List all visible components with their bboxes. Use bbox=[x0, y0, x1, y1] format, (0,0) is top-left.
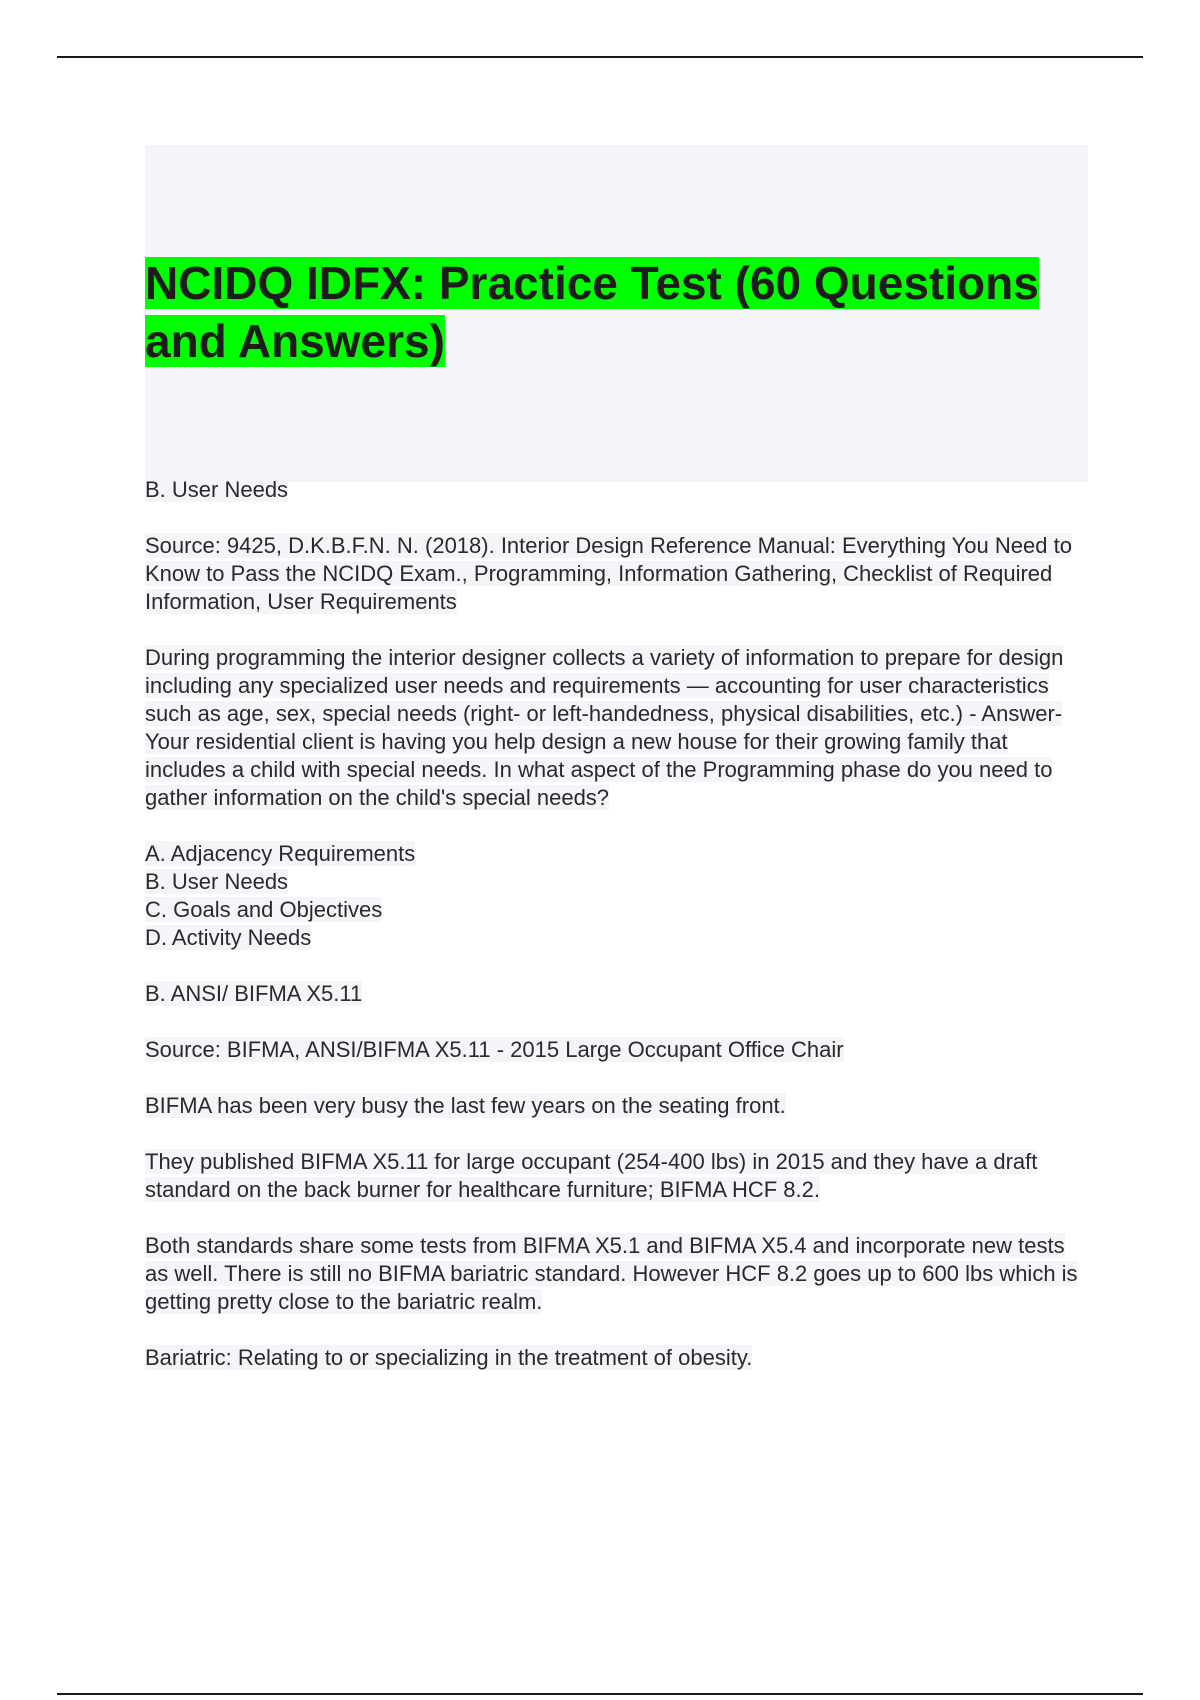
q1-source: Source: 9425, D.K.B.F.N. N. (2018). Interior Design Reference Manual: Everything You Need to Know to Pass the NCIDQ Exam., Programming, Information Gathering, Checklist of Required Information, User Requirements bbox=[145, 533, 1072, 614]
q1-options bbox=[145, 840, 1090, 952]
q2-answer: B. ANSI/ BIFMA X5.11 bbox=[145, 981, 363, 1006]
document-title bbox=[145, 254, 1090, 370]
document-body bbox=[145, 476, 1090, 1400]
bottom-divider bbox=[57, 1693, 1143, 1695]
q1-option-b: B. User Needs bbox=[145, 869, 289, 894]
q2-source: Source: BIFMA, ANSI/BIFMA X5.11 - 2015 Large Occupant Office Chair bbox=[145, 1037, 844, 1062]
q1-explanation: During programming the interior designer collects a variety of information to prepare for design including any specialized user needs and requirements — accounting for user characteristics such as age, sex, special needs (right- or left-handedness, physical disabilities, etc.) - Answer- Your residential client is having you help design a new house for their growing family that includes a child with special needs. In what aspect of the Programming phase do you need to gather information on the child's special needs? bbox=[145, 645, 1064, 810]
q2-paragraph: They published BIFMA X5.11 for large occupant (254-400 lbs) in 2015 and they have a draft standard on the back burner for healthcare furniture; BIFMA HCF 8.2. bbox=[145, 1149, 1038, 1202]
q1-option-c: C. Goals and Objectives bbox=[145, 897, 383, 922]
q1-answer: B. User Needs bbox=[145, 477, 289, 502]
q1-option-d: D. Activity Needs bbox=[145, 925, 312, 950]
top-divider bbox=[57, 56, 1143, 58]
q2-paragraph: Both standards share some tests from BIFMA X5.1 and BIFMA X5.4 and incorporate new tests as well. There is still no BIFMA bariatric standard. However HCF 8.2 goes up to 600 lbs which is getting pretty close to the bariatric realm. bbox=[145, 1233, 1078, 1314]
document-title-text: NCIDQ IDFX: Practice Test (60 Questions and Answers) bbox=[145, 257, 1039, 367]
q1-option-a: A. Adjacency Requirements bbox=[145, 841, 416, 866]
q2-definition: Bariatric: Relating to or specializing in the treatment of obesity. bbox=[145, 1345, 753, 1370]
q2-paragraph: BIFMA has been very busy the last few years on the seating front. bbox=[145, 1093, 786, 1118]
